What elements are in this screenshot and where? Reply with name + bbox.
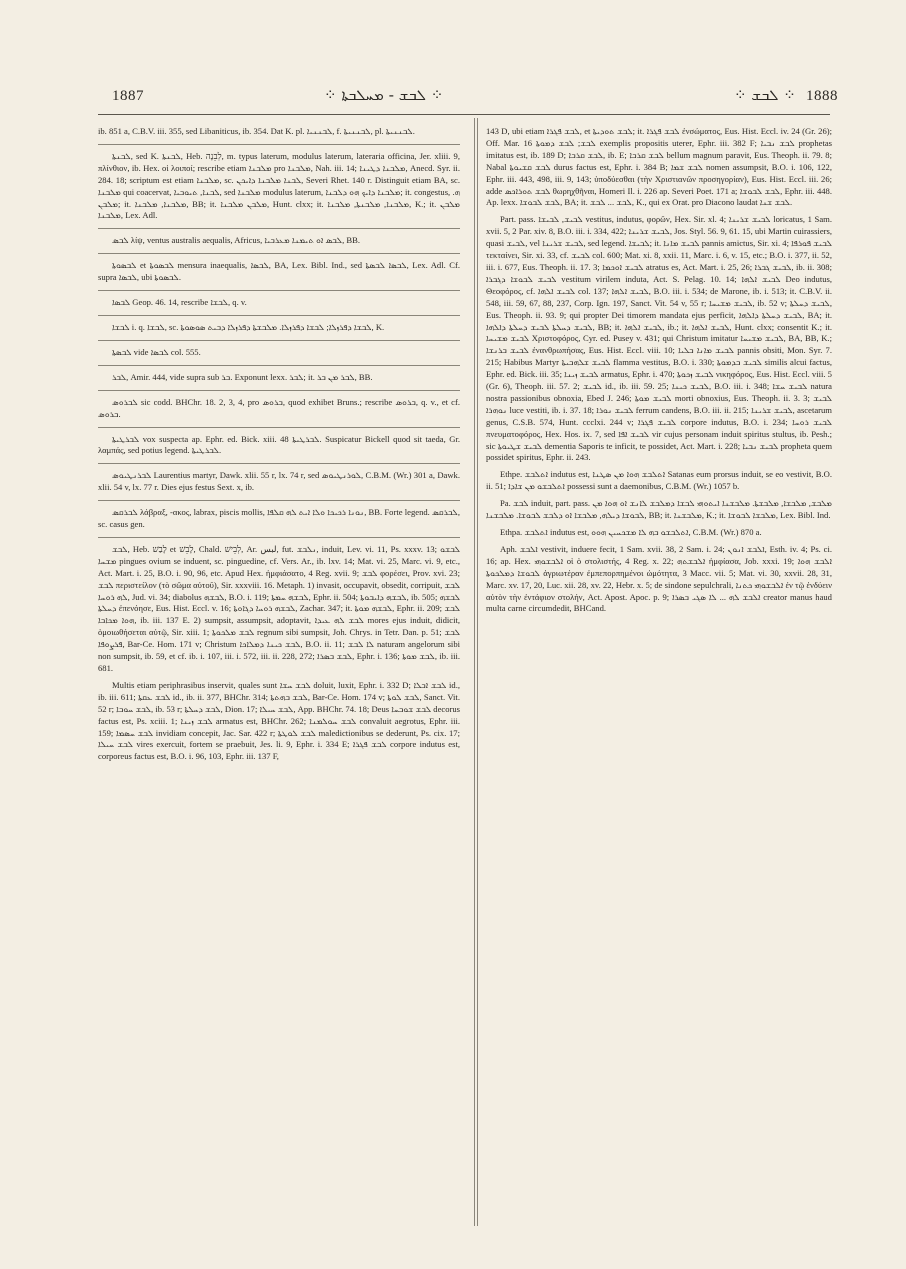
entry-paragraph: Multis etiam periphrasibus inservit, quales sunt ܠܒܫ ܚܫܐ doluit, luxit, Ephr. i. 332 D; ܠܒܫ ܐܒܠܐ id., ib. iii. 611; ܠܒܫ ܥܩܬܐ id., ib. ii. 377, BHChr. 314; ܠܒܫ ܒܗܬܬܐ, Bar-Ce. Hom. 174 v; ܠܒܫ ܠܘܬܐ, Sanct. Vit. 52 r; ܠܒܫ ܚܘܒܐ, ib. 53 r; ܠܒܫ ܕܚܠܬܐ, Dion. 17; ܠܒܫ ܚܝܠܐ, App. BHChr. 74. 18; Deus ܠܒܫ ܫܘܒܚܐ decorus factus est, Ps. xciii. 1; ܠܒܫ ܙܝܢܐ armatus est, BHChr. 262; ܠܒܫ ܚܘܠܡܢܐ convaluit aegrotus, Ephr. iii. 159; ܠܒܫ ܚܣܡܐ invidiam concepit, Jac. Sar. 422 r; ܠܒܫ ܠܘܛܬܐ maledictionibus se dederunt, Ps. cix. 17; ܠܒܫ ܚܝܠܐ vires exercuit, fortem se praebuit, Jes. li. 9, Ephr. i. 334 E; ܠܒܫ ܦܓܪܐ corpore indutus est, corporeus factus est, B.O. i. 96, 103, Ephr. iii. 137 F, [98, 679, 460, 762]
column-divider-double [477, 118, 478, 1226]
entry-paragraph: ܠܒܪܩܣ λάβραξ, -ακος, labrax, piscis mollis, ܢܘܢܐ ܪܟܝܟܐ ܘܠܐ ܐܝܬ ܠܗ ܩܠܦܐ, BB. Forte legend. ܠܒܪܩܣ, sc. casus gen. [98, 507, 460, 530]
entry-separator [98, 315, 460, 316]
entry-paragraph: ܠܒܪܛܝܬܐ vox suspecta ap. Ephr. ed. Bick. xiii. 48 ܠܒܪܛܝܬܐ. Suspicatur Bickell quod sit taeda, Gr. λαμπάς, sed potius legend. ܠܒܪܛܝܬܐ. [98, 433, 460, 456]
right-page-number: 1888 [806, 88, 838, 104]
entry-separator [98, 390, 460, 391]
entry-separator [98, 228, 460, 229]
entry-separator [98, 144, 460, 145]
entry-paragraph: 143 D, ubi etiam ܠܒܫ ܦܓܪܐ, et ܠܒܫ ܬܘܕܝܬܐ; it. ܠܒܫ ܦܓܪܐ ἐνσώματος, Eus. Hist. Eccl. iv. 24 (Gr. 26); Off. Mar. 16 ܠܒܫ; ܠܒܫ ܕܡܘܬܐ exemplis propositis uterer, Ephr. iii. 382 F; ܠܒܫ ܢܒܝܐ prophetas imitatus est, ib. 189 D; ܠܒܫ ܩܪܒܐ, ib. E; ܠܒܫ ܩܪܒܐ bellum magnum paravit, Eus. Theoph. ii. 79. 8; Nabal ܠܒܫ ܩܫܝܘܬܐ durus factus est, Ephr. i. 384 B; ܠܒܫ ܫܡܐ nomen assumpsit, B.O. i. 106, 122, Ephr. iii. 443, 498, iii. 9, 143; ὑποδύεσθαι (τὴν Χριστιανῶν προσηγορίαν), Eus. Hist. Eccl. iii. 26; adde ܠܒܫ ܬܘܪܐܟܣ θωρηχθῆναι, Homeri Il. i. 226 ap. Severi Poet. 171 a; ܠܒܫ ܠܒܘܫܐ, Ephr. iii. 448. Ap. lexx. ܠܒܫ ܠܒܘܫܐ, BA; it. ܠܒܫ ... ܠܒܫ, K., qui ex Orat. pro Diacono laudat ܠܒܫ ܫܢܐ. [486, 126, 832, 208]
entry-paragraph: ܠܒܫ, Heb. לָבַשׁ et לָבֵשׁ, Chald. לְבֵישׁ, Ar. لبس, fut. ܢܠܒܫ, induit, Lev. vi. 11, Ps. xxxv. 13; ܠܒܫܘ ܡܫܚܐ pingues ovium se induent, sc. pinguedine, cf. Vers. Ar., ib. lxv. 14; Mat. vi. 25, Marc. vi. 9, etc., Act. Mart. i. 25, B.O. i. 90, 96, etc. Apud Hex. ἠμφιάσατο, 4 Reg. xvii. 9; ܠܒܫ φορέσει, Prov. xvi. 23; ܠܒܫ περιστείλον (τὸ σῶμα αὐτοῦ), Sir. xxxviii. 16. Metaph. 1) invasit, occupavit, obsedit, corripuit, ܠܒܫ ܠܗ ܪܘܚܐ, Jud. vi. 34; diabolus ܠܒܫܗ, B.O. i. 119; ܠܒܫܗ ܚܡܬܐ, Ephr. ii. 504; ܠܒܫܗ ܕܐܝܒܘܬܐ, ib. 505; ܠܒܫܗ ܕܚܠܬܐ ἐπενόησε, Eus. Hist. Eccl. v. 16; ܠܒܫܗ ܪܘܚܐ ܕܓܐܘܬܐ, Zachar. 347; it. ܠܒܫܗ ܡܘܬܐ, Ephr. ii. 209; ܠܒܫ ܗܘܐ ܡܟܐܒܐ, ib. iii. 137 E. 2) sumpsit, assumpsit, adoptavit, ܠܒܫ ܠܗ ܥܝܕܐ mores ejus induit, didicit, ὁμοιωθήσεται αὐτῷ, Sir. xiii. 1; ܠܒܫ ܡܠܟܘܬܐ regnum sibi sumpsit, Joh. Chrys. in Tetr. Dan. p. 51; ܠܒܫ ܦܪܨܘܦܐ, Bar-Ce. Hom. 171 v; Christum ܠܒܫ ܟܝܢܐ ܕܡܠܐܟܐ, B.O. ii. 11; ܠܐ ܠܒܫ naturam angelorum sibi non sumpsit, ib. 59, et cf. ib. i. 107, iii. i. 572, iii. ii. 228, 272; ܠܒܫ ܒܣܪܐ, Ephr. i. 136; ܠܒܫ ܡܘܬܐ, ib. iii. 681. [98, 543, 460, 673]
entry-paragraph: ib. 851 a, C.B.V. iii. 355, sed Libaniticus, ib. 354. Dat K. pl. ܠܒܢܢܝܐ, f. ܠܒܢܢܝܬܐ, pl. ܠܒܢܢܝܬܐ. [98, 126, 415, 136]
header-rule [98, 114, 830, 115]
entry-separator [98, 253, 460, 254]
left-running-title: ⁘ ܠܒܫ - ܡܚܠܒܬܐ ⁘ [324, 86, 444, 104]
entry-separator [98, 427, 460, 428]
entry-paragraph: ܠܒܪܘܣ sic codd. BHChr. 18. 2, 3, 4, pro ܒܪܘܣ, quod exhibet Bruns.; rescribe ܒܪܘܣ, q. v., et cf. ܒܪܘܣ. [98, 396, 460, 419]
entry-paragraph: Part. pass. ܠܒܝܫ, ܠܒܝܫܐ vestitus, indutus, φορῶν, Hex. Sir. xl. 4; ܠܒܝܫ ܫܪܝܢܐ loricatus, 1 Sam. xvii. 5, 2 Par. xiv. 8, B.O. iii. i. 334, 422; ܠܒܝܫ ܫܪܝܢܐ, Jos. Styl. 56. 9, 61. 15, ubi Martin cuirassiers, quasi ܠܒܝܫ, vel ܠܒܝܫ ܫܪܝܢܐ, sed legend. ܠܒܝܫܐ; it. ܠܒܝܫ ܡܐܢܐ pannis amictus, Sir. xi. 4; ܠܒܝܫ ܦܘܪܦܐ τεκταίνει, Sir. xi. 33, cf. ܠܒܝܫ col. 600; Mat. xi. 8, xxii. 11, Marc. i. 6, v. 15, etc.; B.O. i. 377, ii. 52, iii. i. 677, Eus. Theoph. ii. 17. 3; ܠܒܝܫ ܐܘܟܡܐ atratus es, Act. Mart. i. 25, 26; ܠܒܝܫ ܓܒܪܐ, ib. ii. 308; ܠܒܝܫ ܠܒܘܫܐ ܕܓܒܪܐ vestitum virilem induta, Act. S. Pelag. 10. 14; ܠܒܝܫ ܐܠܗܐ Deo indutus, Θεοφόρος, cf. ܠܒܝܫ ܐܠܗܐ col. 137; ܠܒܝܫ ܐܠܗܐ, B.O. iii. i. 534; de Marone, ib. i. 513; it. C.B.V. ii. 548, iii. 59, 67, 88, 237, Corp. Ign. 197, Sanct. Vit. 54 v, 55 r; ܠܒܝܫ ܡܫܝܚܐ, ib. 52 v; ܠܒܝܫ ܕܚܠܬܐ, Eus. Theoph. ii. 93. 9; qui propter Dei timorem mandata ejus perficit, ܠܒܝܫ ܕܚܠܬܐ ܕܐܠܗܐ, BA; it. ܠܒܝܫ ܕܚܠܬܐ ܠܒܝܫ ܕܚܠܬܐ ܕܐܠܗܐ, BB; it. ܠܒܝܫ ܐܠܗܐ, ib.; it. ܠܒܝܫ ܐܠܗܐ, Hunt. clxx; consentit K.; it. ܠܒܝܫ ܡܫܝܚܐ Χριστοφόρος, Cyr. ed. Pusey v. 431; qui Christum imitatur ܠܒܝܫ ܡܫܝܚܐ, BA, BB, K.; ܠܒܝܫ ܒܪܢܫܐ ἐνανθρωπήσας, Eus. Hist. Eccl. viii. 10; ܠܒܝܫ ܡܐܢܐ ܒܠܝܐ pannis obsiti, Mon. Syr. 7. 215; Habibus Martyr ܠܒܝܫ ܫܠܗܒܝܬܐ flamma vestitus, B.O. i. 330; ܠܒܝܫ ܒܕܡܘܬܐ similis alcui factus, Ephr. ed. Bick. iii. 35; ܠܒܝܫ ܙܝܢܐ armatus, Ephr. i. 470; ܠܒܝܫ ܙܟܘܬܐ νικηφόρος, Eus. Hist. Eccl. viii. 5 (Gr. 6), Theoph. iii. 57. 2; ܠܒܝܫ id., ib. iii. 59. 25; ܠܒܝܫ ܟܝܢܐ, B.O. iii. i. 348; ܠܒܝܫ ܚܫܐ natura nostra passionibus obnoxia, Ebed J. 246; ܠܒܝܫ ܡܘܬܐ morti obnoxius, Eus. Theoph. ii. 3. 3; ܠܒܝܫ ܢܘܗܪܐ luce vestiti, ib. i. 37. 18; ܠܒܝܫ ܢܘܪܐ ferrum candens, B.O. iii. ii. 215; ܠܒܝܫ ܫܪܝܢܐ, ascetarum genus, C.S.B. 574, Hunt. ccclxi. 244 v; ܠܒܝܫ ܦܓܪܐ corpore indutus, B.O. i. 234; ܠܒܝܫ ܪܘܚܐ πνευματοφόρος, Hex. Hos. ix. 7, sed ܠܒܝܫ ܐܦܐ vir cujus personam induit spiritus stultus, ib. Pesh.; sic ܠܒܝܫ ܫܛܝܘܬܐ dementia Saporis te inficit, te possidet, Act. Mart. i. 228; ܠܒܝܫ ܢܒܝܐ propheta quem possidet spiritus, Ephr. ii. 243. [486, 214, 832, 463]
entry-paragraph: ܠܒܣ λίψ, ventus australis aequalis, Africus, ܠܒܣ ܐܘ ܬܝܡܢܐ ܡܥܪܒܝܐ, BB. [112, 235, 360, 246]
entry-paragraph: Pa. ܠܒܫ induit, part. pass. ܡܠܒܫ, ܡܠܒܫܐ, ܡܠܒܫܬܐ. ܡܠܒܫܢܐ ܐܝܬܘܗܝ ܠܒܫܐ ܕܡܠܒܫ ܠܐܢܫ ܐܘ ܗܘܐ ܡܢ ܠܒܘܫܐ ܕܝܠܗ, ܡܠܒܫܐ ܐܘ ܕܠܒܫ ܠܒܘܫܐ. ܡܠܒܫܢܐ, BB; it. ܡܠܒܫܢܐ, K.; it. ܡܠܒܫܐ ܠܒܘܫܐ, Lex. Bibl. Ind. [486, 498, 832, 521]
left-column [98, 126, 460, 1226]
entry-paragraph: ܠܒܣܬܐ vide ܠܒܣܐ col. 555. [112, 346, 201, 357]
right-running-title: ⁘ ܠܒܫ ⁘ [734, 86, 796, 104]
column-divider [474, 118, 475, 1226]
entry-separator [98, 290, 460, 291]
entry-separator [98, 463, 460, 464]
page-header [98, 82, 838, 112]
entry-paragraph: ܠܒܣܘܬܐ et ܠܒܣܘܬܐ mensura inaequalis, ܠܒܣܐ, BA, Lex. Bibl. Ind., sed ܠܒܣܐ ܠܒܣܬܐ, Lex. Adl. Cf. supra ܠܒܣܐ, ubi ܠܒܣܘܬܐ. [98, 260, 460, 283]
entry-separator [98, 340, 460, 341]
entry-separator [98, 500, 460, 501]
entry-paragraph: ܠܒܣܐ Geop. 46. 14, rescribe ܠܒܫܐ, q. v. [112, 297, 247, 308]
entry-paragraph: Aph. ܐܠܒܫ vestivit, induere fecit, 1 Sam. xvii. 38, 2 Sam. i. 24; ܐܠܒܫ ܐܢܘܢ, Esth. iv. 4; Ps. ci. 16; ap. Hex. ܐܠܒܫܘܗܝ οἱ ὁ στολιστής, 4 Reg. x. 22; ܐܠܒܫܬܗ ἠμφίασα, Job. xxxi. 19; ܐܠܒܫ ܗܘܐ ܠܒܘܫܐ ܕܡܠܟܘܬܐ ἀγριωτέραν ἐμπεπορπημένοι ὠμότητα, 3 Macc. vii. 5; Mat. vi. 30, xxvii. 28, 31, Marc. xv. 17, 20, Luc. xii. 28, xv. 22, Hebr. x. 5; de sindone sepulchrali, ܐܠܒܫܘܗܝ ܟܬܢܐ ἐν τῷ ἐνδύειν αὐτὸν τὴν ἐντάφιον στολήν, Act. Apost. Apoc. p. 9; ܐܠܒܫ ܠܗ ... ܠܐ ܣܓܝ ܒܣܪܐ creator manus haud multa carne circumdedit, BHCand. [486, 543, 832, 614]
right-column [486, 126, 832, 1226]
entry-paragraph: ܠܒܪ, Amir. 444, vide supra sub ܒܪ. Exponunt lexx. ܠܒܪ; it. ܠܒܪ ܡܢ ܒܪ, BB. [112, 371, 373, 382]
entry-paragraph: ܠܒܪܢܛܝܘܣ Laurentius martyr, Dawk. xlii. 55 r, lx. 74 r, sed ܠܘܪܢܛܝܘܣ, C.B.M. (Wr.) 301 a, Dawk. xlii. 54 v, lx. 77 r. Dies ejus festus Sext. x, ib. [98, 470, 460, 493]
left-page-number: 1887 [112, 88, 144, 104]
entry-paragraph: Ethpe. ܐܬܠܒܫ indutus est, ܐܬܠܒܫ ܗܘܐ ܡܢ ܣܛܢܐ Satanas eum prorsus induit, se eo vestivit, B.O. ii. 51; ܐܬܠܒܫܘ ܡܢ ܫܐܕܐ possessi sunt a daemonibus, C.B.M. (Wr.) 1057 b. [486, 469, 832, 492]
entry-separator [98, 365, 460, 366]
entry-paragraph: ܠܒܢܬܐ, sed K. ܠܒܢܬܐ, Heb. לְבֵנָה, m. typus laterum, modulus laterum, lateraria officina, Jer. xliii. 9, πλίνθιον, ib. Hex. οἱ λοιποί; rescribe etiam ܡܠܒܢܐ pro ܡܠܒܢܐ, Nah. iii. 14; ܡܠܒܢܐ ܕܛܝܢܐ, Anecd. Syr. ii. 284. 18; scriptum est etiam ܡܠܒܢܐ, sc. ܠܒܢܐ ܡܠܒܢܐ ܕܐܝܟܢ, Severi Rhet. 140 r. Distinguit etiam BA, sc. ܡܠܒܢܐ qui coacervat, ܠܒܢܐ, ܬܝܘܒܝܐ, sed ܡܠܒܢܐ modulus laterum, ܡܠܒܢܐ ܕܐܝܟ ܗܘ ܕܠܒܢܐ; it. congestus, ܗ. ܡܠܒܢ; it. ܡܠܒܢܐ, ܡܠܒܢܐ, BB; it. ܡܠܒܢ ܡܠܒܢܐ, Hunt. clxx; it. ܡܠܒܢܐ, ܡܠܒܢܬܐ, ܡܠܒܢܐ, K.; it. ܡܠܒܢ ܡܠܒܢܐ, Lex. Adl. [98, 150, 460, 221]
entry-separator [98, 537, 460, 538]
entry-paragraph: ܠܒܫܐ i. q. ܠܒܫܐ, sc. ܠܒܫܐ ܕܦܪܙܠܐ; ܠܒܫܐ ܕܦܪܙܠܐ. ܡܠܒܫܬܐ ܕܦܪܙܠܐ ܕܒܝܬ ܣܘܣܘܬܐ, K. [112, 321, 385, 332]
entry-paragraph: Ethpa. ܐܬܠܒܫ indutus est, ܐܬܠܒܫܘ ܒܗ ܠܐ ܡܫܟܚܝܢ ܗܘܘ, C.B.M. (Wr.) 870 a. [500, 527, 762, 537]
